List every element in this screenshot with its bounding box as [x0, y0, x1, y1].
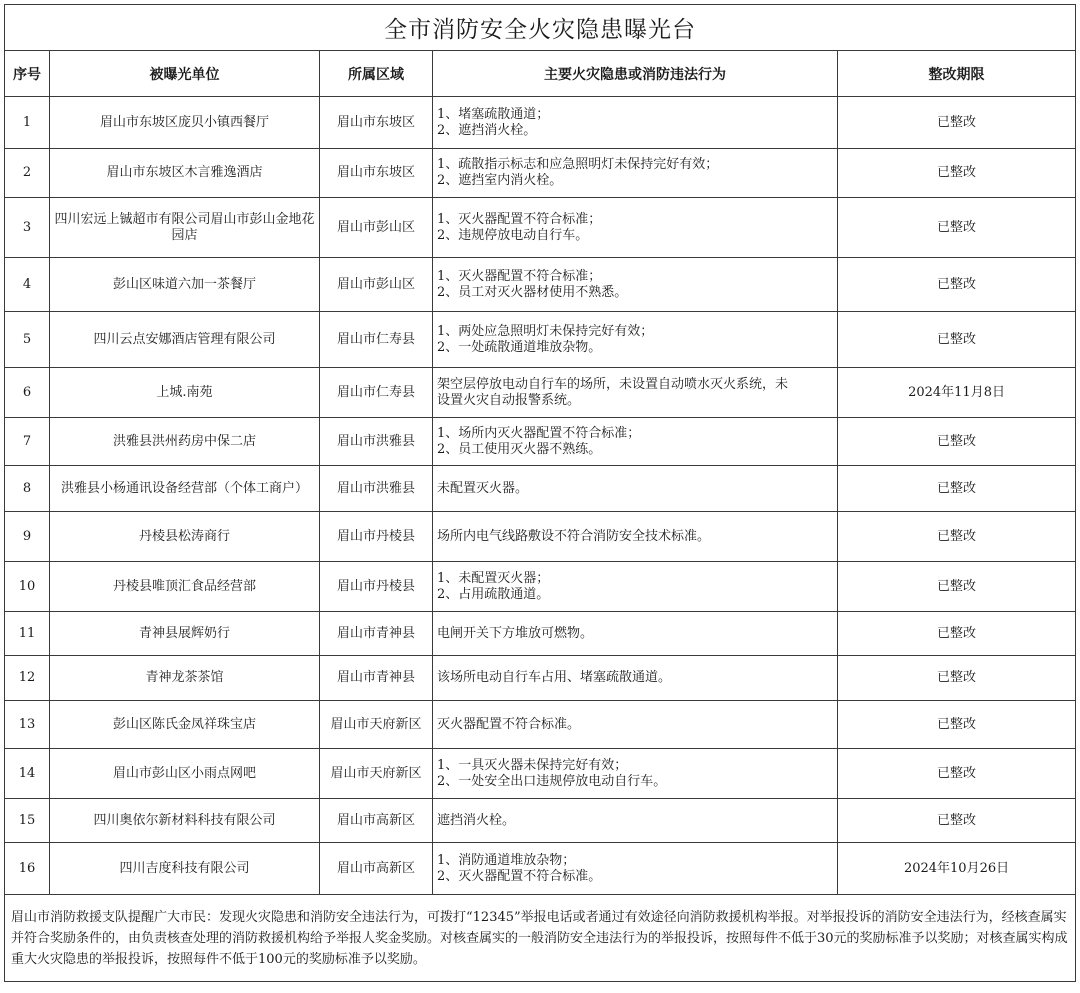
region: 眉山市青神县 — [320, 612, 433, 656]
rectification-deadline: 已整改 — [838, 799, 1076, 843]
rectification-deadline: 已整改 — [838, 312, 1076, 368]
hazard-line: 1、场所内灭火器配置不符合标准； — [437, 425, 641, 441]
hazard-description — [433, 149, 838, 198]
table-row — [5, 149, 1076, 198]
rectification-deadline: 已整改 — [838, 562, 1076, 612]
rectification-deadline: 已整改 — [838, 149, 1076, 198]
hazard-line: 2、占用疏散通道。 — [437, 586, 550, 602]
row-number: 8 — [5, 466, 50, 512]
exposed-unit: 彭山区陈氏金凤祥珠宝店 — [50, 701, 320, 749]
exposed-unit: 丹棱县唯顶汇食品经营部 — [50, 562, 320, 612]
hazard-description — [433, 97, 838, 149]
rectification-deadline: 已整改 — [838, 198, 1076, 258]
row-number: 14 — [5, 749, 50, 799]
hazard-description — [433, 799, 838, 843]
rectification-deadline: 已整改 — [838, 749, 1076, 799]
hazard-line: 电闸开关下方堆放可燃物。 — [437, 625, 594, 641]
exposure-document — [4, 4, 1075, 988]
header-area: 所属区域 — [320, 51, 433, 97]
table-row — [5, 418, 1076, 466]
hazard-description — [433, 562, 838, 612]
exposure-table — [4, 4, 1076, 982]
rectification-deadline: 已整改 — [838, 656, 1076, 701]
region: 眉山市天府新区 — [320, 701, 433, 749]
table-row — [5, 97, 1076, 149]
header-deadline: 整改期限 — [838, 51, 1076, 97]
row-number: 6 — [5, 368, 50, 418]
row-number: 15 — [5, 799, 50, 843]
table-header-row — [5, 51, 1076, 97]
row-number: 4 — [5, 258, 50, 312]
hazard-line: 1、未配置灭火器； — [437, 570, 550, 586]
table-row — [5, 562, 1076, 612]
hazard-line: 2、遮挡消火栓。 — [437, 122, 537, 138]
table-row — [5, 198, 1076, 258]
rectification-deadline: 已整改 — [838, 512, 1076, 562]
row-number: 11 — [5, 612, 50, 656]
rectification-deadline: 已整改 — [838, 466, 1076, 512]
table-body — [5, 97, 1076, 895]
hazard-description — [433, 843, 838, 895]
hazard-line: 2、灭火器配置不符合标准。 — [437, 868, 602, 884]
table-row — [5, 799, 1076, 843]
table-row — [5, 656, 1076, 701]
table-row — [5, 843, 1076, 895]
hazard-line: 设置火灾自动报警系统。 — [437, 392, 581, 408]
hazard-description — [433, 418, 838, 466]
hazard-line: 该场所电动自行车占用、堵塞疏散通道。 — [437, 670, 672, 685]
hazard-description — [433, 749, 838, 799]
hazard-line: 2、遮挡室内消火栓。 — [437, 173, 563, 188]
exposed-unit: 青神县展辉奶行 — [50, 612, 320, 656]
hazard-line: 1、灭火器配置不符合标准； — [437, 211, 602, 227]
hazard-line: 架空层停放电动自行车的场所，未设置自动喷水灭火系统，未 — [437, 376, 789, 392]
rectification-deadline: 已整改 — [838, 97, 1076, 149]
exposed-unit: 眉山市东坡区庞贝小镇西餐厅 — [50, 97, 320, 149]
table-row — [5, 612, 1076, 656]
row-number: 5 — [5, 312, 50, 368]
hazard-line: 1、消防通道堆放杂物； — [437, 852, 576, 868]
region: 眉山市洪雅县 — [320, 418, 433, 466]
hazard-line: 1、堵塞疏散通道； — [437, 106, 550, 122]
exposed-unit: 彭山区味道六加一茶餐厅 — [50, 258, 320, 312]
hazard-line: 1、疏散指示标志和应急照明灯未保持完好有效； — [437, 157, 719, 172]
region: 眉山市东坡区 — [320, 97, 433, 149]
hazard-description — [433, 512, 838, 562]
row-number: 7 — [5, 418, 50, 466]
region: 眉山市东坡区 — [320, 149, 433, 198]
region: 眉山市仁寿县 — [320, 312, 433, 368]
region: 眉山市天府新区 — [320, 749, 433, 799]
exposed-unit: 四川云点安娜酒店管理有限公司 — [50, 312, 320, 368]
table-row — [5, 466, 1076, 512]
exposed-unit: 洪雅县小杨通讯设备经营部（个体工商户） — [50, 466, 320, 512]
hazard-description — [433, 368, 838, 418]
footer-notice: 眉山市消防救援支队提醒广大市民：发现火灾隐患和消防安全违法行为，可拨打“12345”举报电话或者通过有效途径向消防救援机构举报。对举报投诉的消防安全违法行为，经核查属实并符合奖励条件的，由负责核查处理的消防救援机构给予举报人奖金奖励。对核查属实的一般消防安全违法行为的举报投诉，按照每件不低于30元的奖励标准予以奖励；对核查属实构成重大火灾隐患的举报投诉，按照每件不低于100元的奖励标准予以奖励。 — [5, 895, 1076, 982]
region: 眉山市高新区 — [320, 799, 433, 843]
hazard-line: 场所内电气线路敷设不符合消防安全技术标准。 — [437, 528, 711, 544]
hazard-line: 1、两处应急照明灯未保持完好有效； — [437, 323, 654, 339]
region: 眉山市仁寿县 — [320, 368, 433, 418]
row-number: 10 — [5, 562, 50, 612]
rectification-deadline: 2024年11月8日 — [838, 368, 1076, 418]
header-issue: 主要火灾隐患或消防违法行为 — [433, 51, 838, 97]
row-number: 2 — [5, 149, 50, 198]
region: 眉山市高新区 — [320, 843, 433, 895]
rectification-deadline: 已整改 — [838, 418, 1076, 466]
region: 眉山市丹棱县 — [320, 562, 433, 612]
table-row — [5, 368, 1076, 418]
rectification-deadline: 2024年10月26日 — [838, 843, 1076, 895]
row-number: 12 — [5, 656, 50, 701]
region: 眉山市彭山区 — [320, 198, 433, 258]
hazard-line: 未配置灭火器。 — [437, 480, 529, 496]
hazard-description — [433, 258, 838, 312]
exposed-unit: 四川奥依尔新材料科技有限公司 — [50, 799, 320, 843]
hazard-line: 2、员工对灭火器材使用不熟悉。 — [437, 284, 628, 300]
header-unit: 被曝光单位 — [50, 51, 320, 97]
table-row — [5, 258, 1076, 312]
row-number: 13 — [5, 701, 50, 749]
footer-row — [5, 895, 1076, 982]
exposed-unit: 青神龙茶茶馆 — [50, 656, 320, 701]
hazard-line: 遮挡消火栓。 — [437, 812, 516, 828]
header-no: 序号 — [5, 51, 50, 97]
hazard-line: 2、违规停放电动自行车。 — [437, 227, 589, 243]
hazard-line: 1、一具灭火器未保持完好有效； — [437, 757, 628, 773]
page-title: 全市消防安全火灾隐患曝光台 — [5, 5, 1076, 51]
exposed-unit: 丹棱县松涛商行 — [50, 512, 320, 562]
hazard-line: 2、员工使用灭火器不熟练。 — [437, 441, 602, 457]
table-row — [5, 701, 1076, 749]
row-number: 16 — [5, 843, 50, 895]
hazard-description — [433, 612, 838, 656]
row-number: 1 — [5, 97, 50, 149]
exposed-unit: 洪雅县洪州药房中保二店 — [50, 418, 320, 466]
exposed-unit: 四川吉度科技有限公司 — [50, 843, 320, 895]
table-row — [5, 512, 1076, 562]
region: 眉山市彭山区 — [320, 258, 433, 312]
exposed-unit: 四川宏远上铖超市有限公司眉山市彭山金地花园店 — [50, 198, 320, 258]
hazard-description — [433, 656, 838, 701]
row-number: 9 — [5, 512, 50, 562]
exposed-unit: 上城.南苑 — [50, 368, 320, 418]
hazard-description — [433, 312, 838, 368]
region: 眉山市丹棱县 — [320, 512, 433, 562]
table-row — [5, 312, 1076, 368]
hazard-description — [433, 198, 838, 258]
table-row — [5, 749, 1076, 799]
region: 眉山市青神县 — [320, 656, 433, 701]
rectification-deadline: 已整改 — [838, 258, 1076, 312]
exposed-unit: 眉山市彭山区小雨点网吧 — [50, 749, 320, 799]
hazard-line: 灭火器配置不符合标准。 — [437, 716, 581, 732]
row-number: 3 — [5, 198, 50, 258]
hazard-line: 2、一处疏散通道堆放杂物。 — [437, 339, 602, 355]
exposed-unit: 眉山市东坡区木言雅逸酒店 — [50, 149, 320, 198]
rectification-deadline: 已整改 — [838, 612, 1076, 656]
rectification-deadline: 已整改 — [838, 701, 1076, 749]
hazard-description — [433, 701, 838, 749]
hazard-line: 2、一处安全出口违规停放电动自行车。 — [437, 773, 667, 789]
hazard-line: 1、灭火器配置不符合标准； — [437, 268, 602, 284]
region: 眉山市洪雅县 — [320, 466, 433, 512]
hazard-description — [433, 466, 838, 512]
